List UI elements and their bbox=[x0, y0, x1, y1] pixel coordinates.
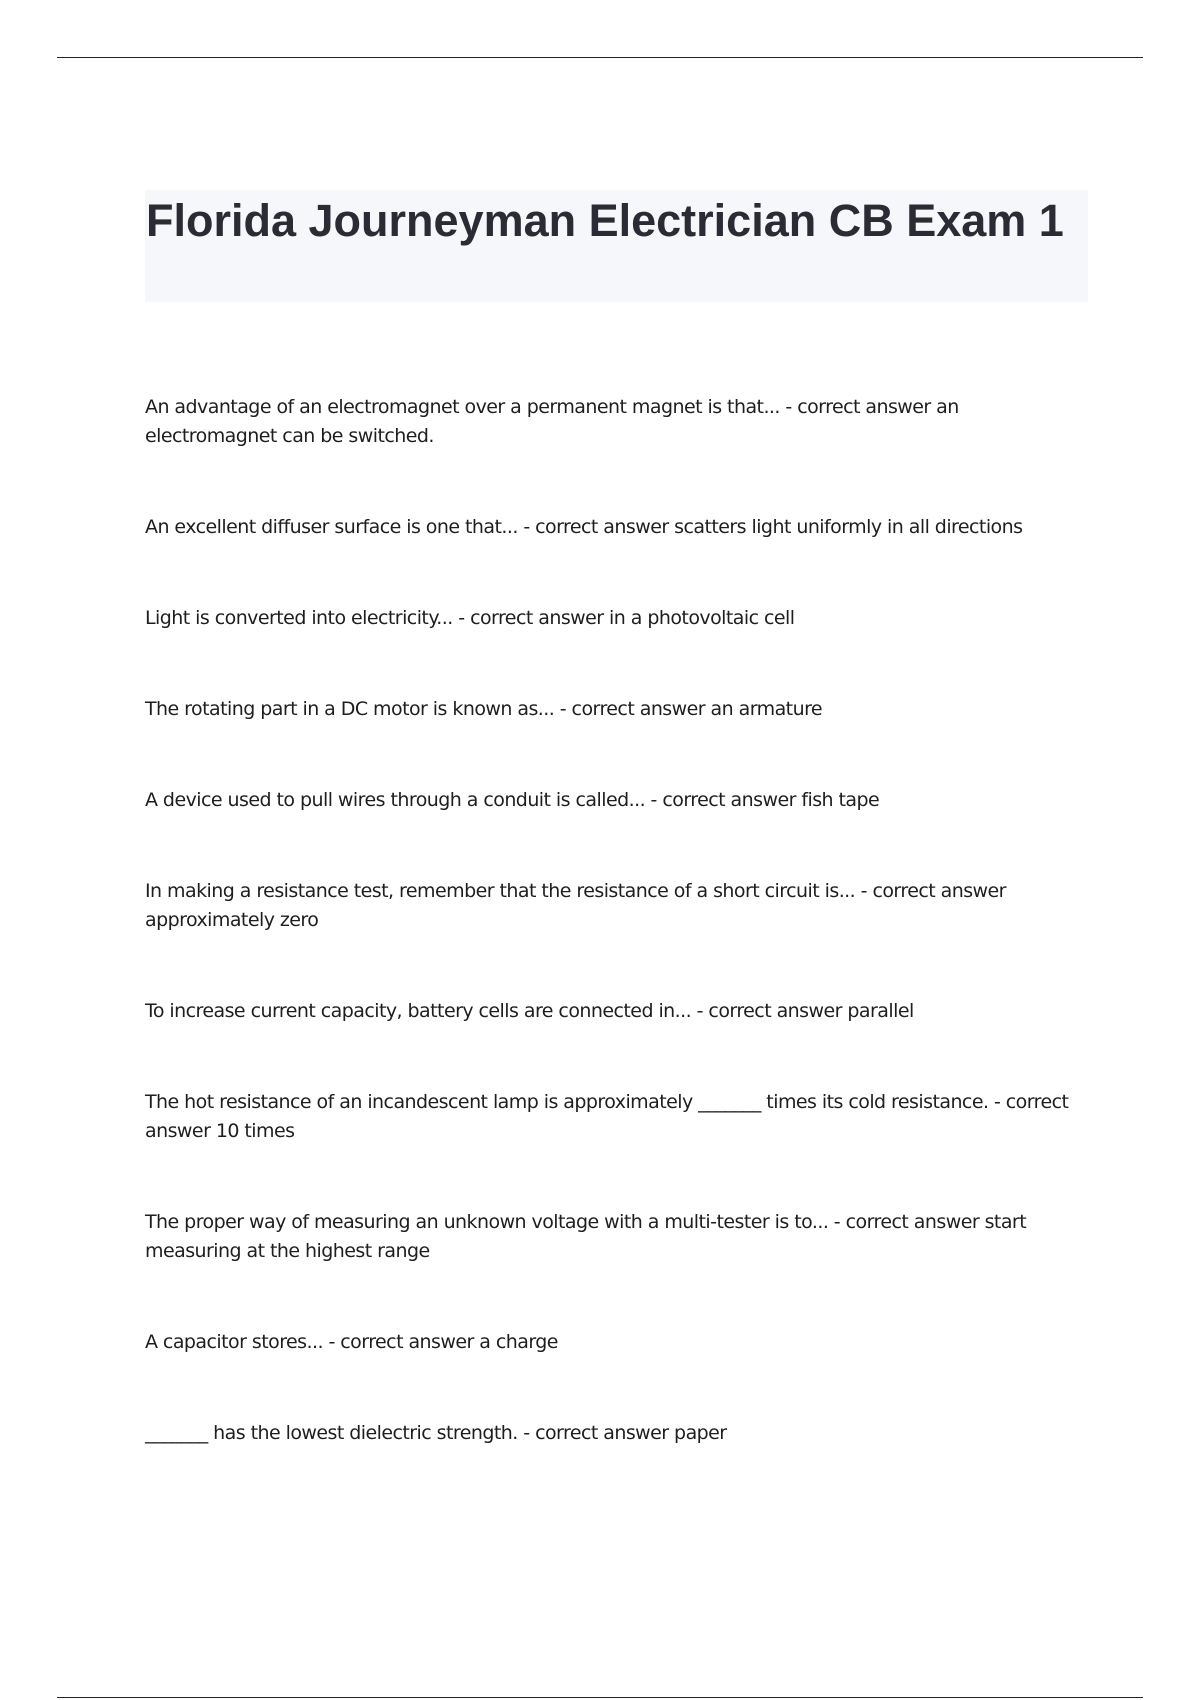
qa-item: To increase current capacity, battery cells are connected in... - correct answer parallel bbox=[145, 1000, 914, 1022]
qa-item: In making a resistance test, remember that the resistance of a short circuit is... - correct answer approximately zero bbox=[145, 880, 1006, 931]
qa-item: The hot resistance of an incandescent lamp is approximately _______ times its cold resistance. - correct answer 10 times bbox=[145, 1091, 1069, 1142]
qa-item: _______ has the lowest dielectric strength. - correct answer paper bbox=[145, 1422, 727, 1444]
qa-item: An excellent diffuser surface is one that... - correct answer scatters light uniformly in all directions bbox=[145, 516, 1023, 538]
footer-rule bbox=[57, 1697, 1143, 1698]
title-banner bbox=[145, 190, 1088, 302]
qa-item: A capacitor stores... - correct answer a charge bbox=[145, 1331, 558, 1353]
document-title: Florida Journeyman Electrician CB Exam 1 bbox=[146, 195, 1064, 246]
qa-item: The rotating part in a DC motor is known as... - correct answer an armature bbox=[145, 698, 823, 720]
qa-item: An advantage of an electromagnet over a permanent magnet is that... - correct answer an electromagnet can be switched. bbox=[145, 396, 959, 447]
header-rule bbox=[57, 57, 1143, 58]
qa-item: Light is converted into electricity... - correct answer in a photovoltaic cell bbox=[145, 607, 795, 629]
qa-item: The proper way of measuring an unknown voltage with a multi-tester is to... - correct answer start measuring at the highest range bbox=[145, 1211, 1027, 1262]
question-answer-list bbox=[145, 393, 1095, 1510]
qa-item: A device used to pull wires through a conduit is called... - correct answer fish tape bbox=[145, 789, 880, 811]
